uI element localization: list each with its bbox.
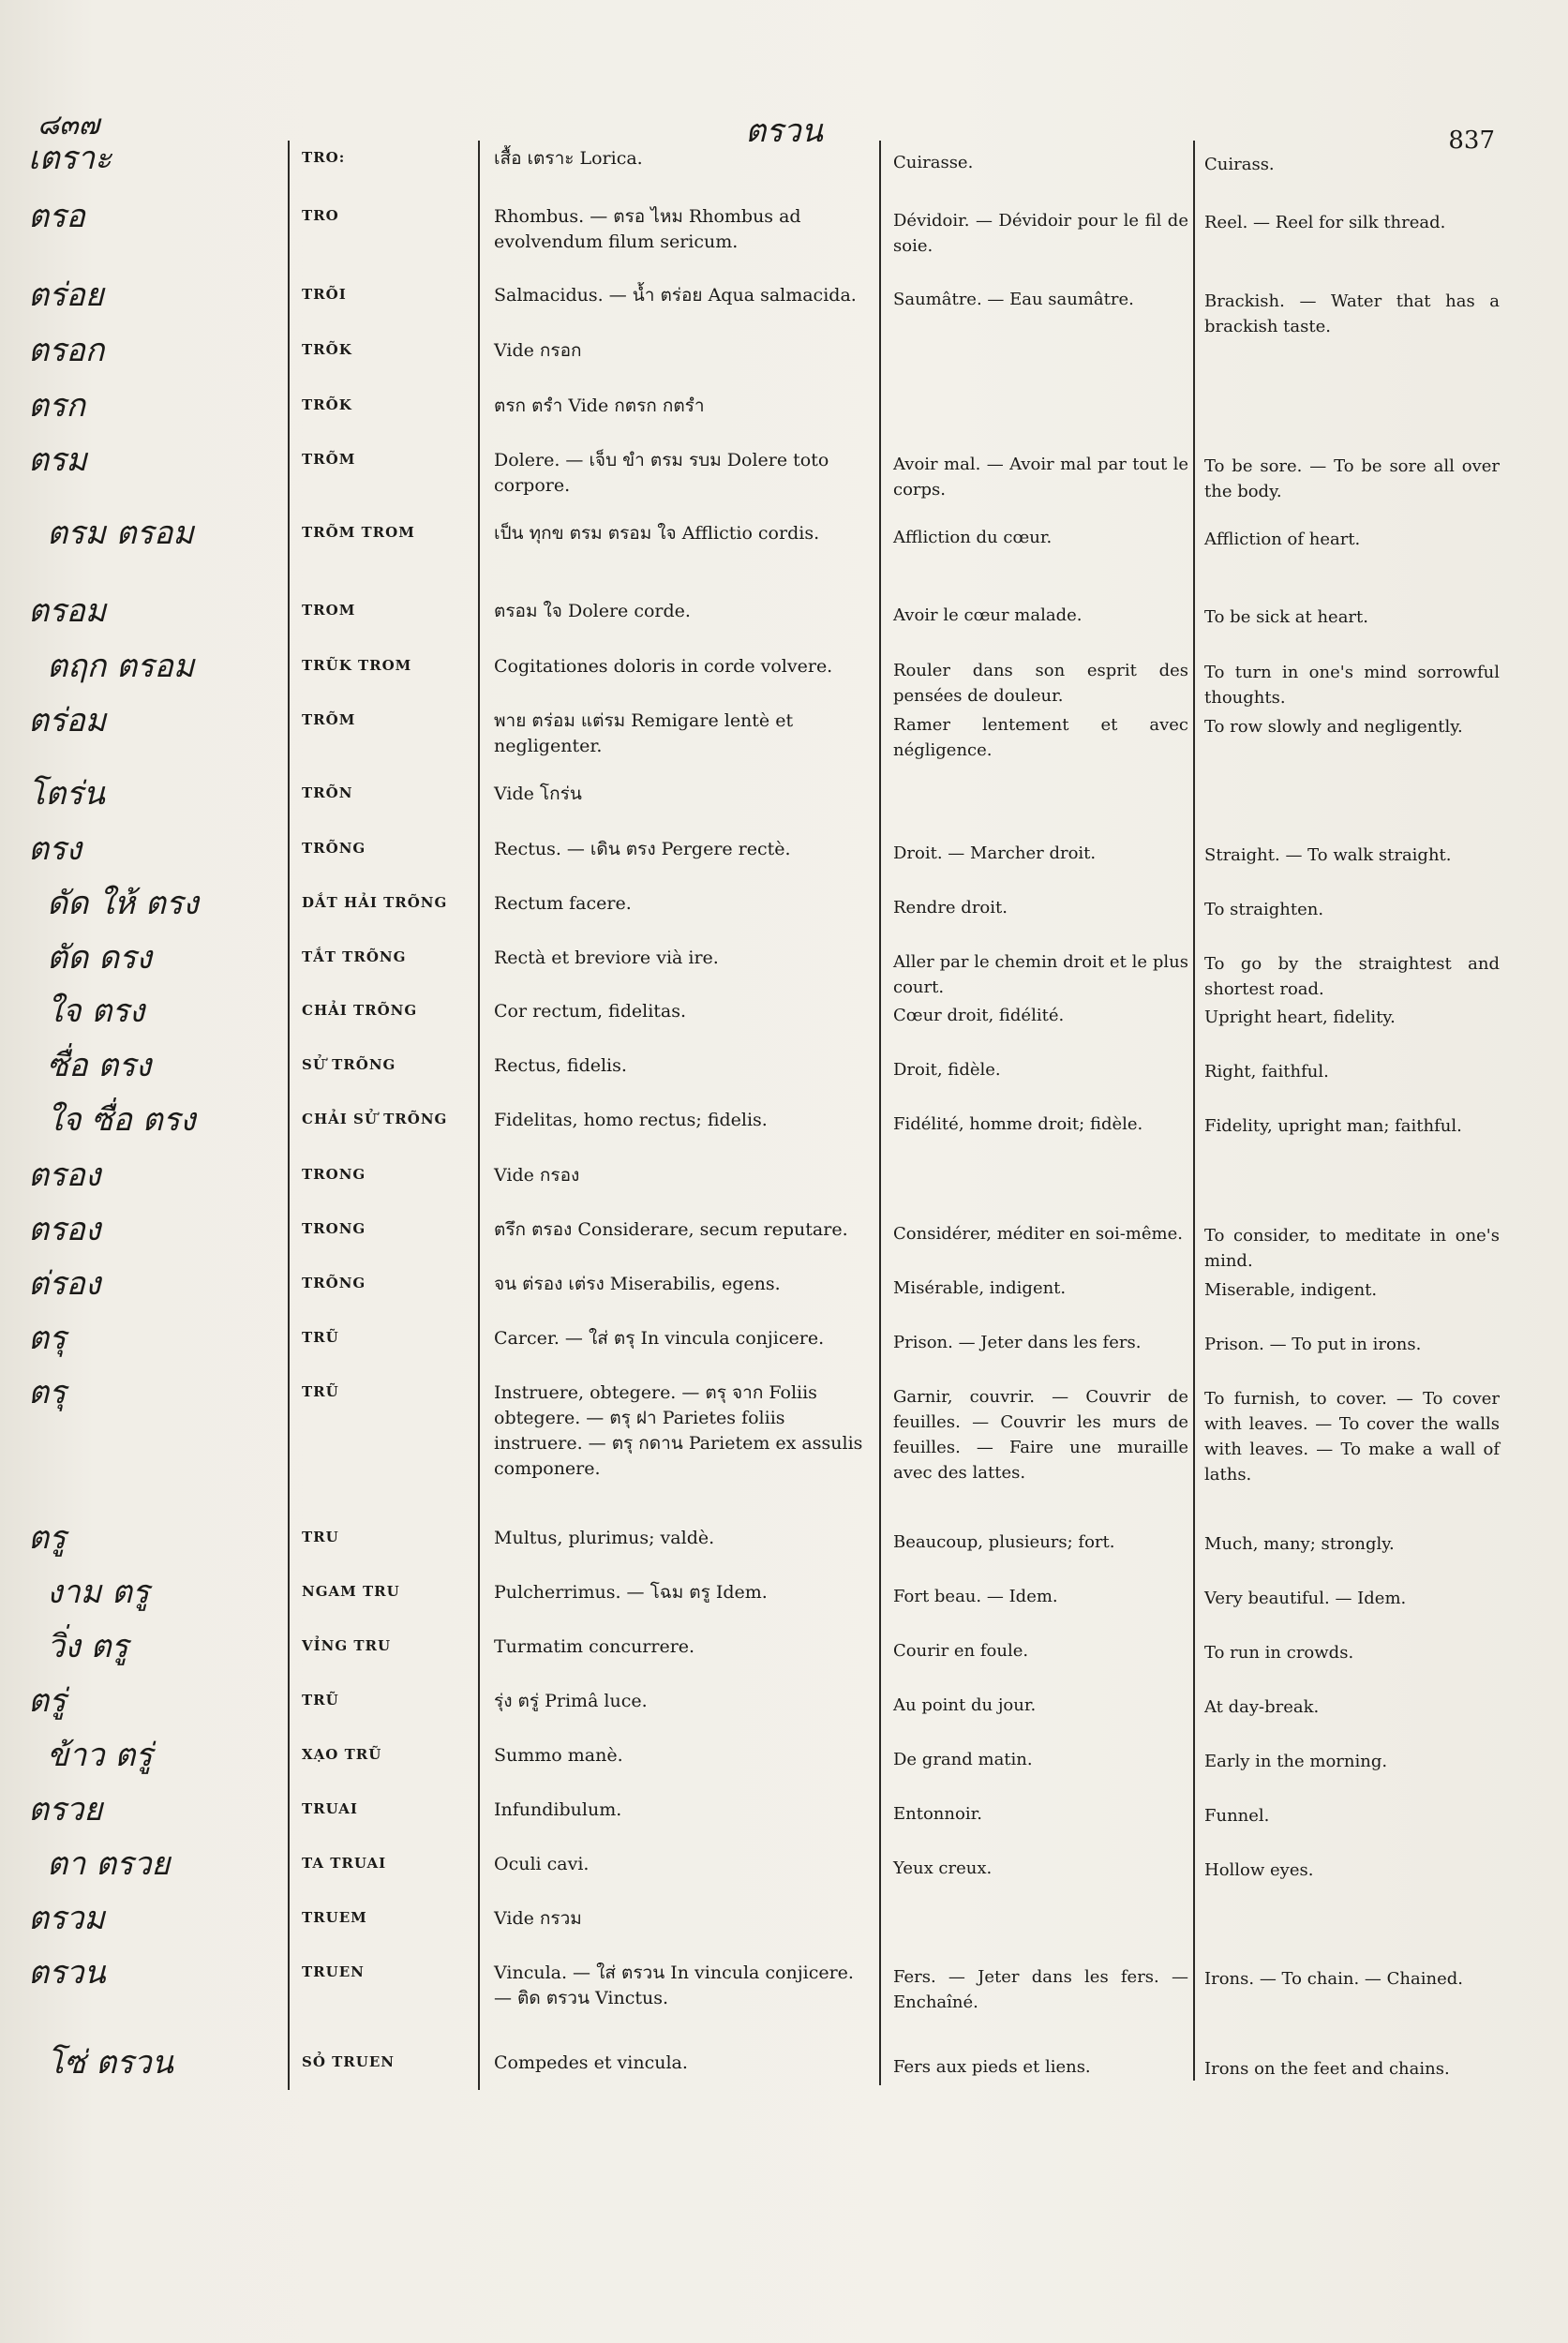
latin-definition: ตรก ตรำ Vide กตรก กตรำ (494, 395, 705, 416)
french-definition: Fidélité, homme droit; fidèle. (893, 1114, 1143, 1134)
romanization: XẠO TRŨ (302, 1746, 382, 1763)
latin-definition: Multus, plurimus; valdè. (494, 1528, 715, 1548)
romanization: TRŨK TROM (302, 657, 412, 674)
latin-definition: เสื้อ เตราะ Lorica. (494, 148, 643, 169)
romanization: VỈNG TRU (302, 1637, 392, 1654)
latin-definition: Vide กรวม (494, 1908, 582, 1929)
french-definition: Rouler dans son esprit des pensées de douleur. (893, 661, 1188, 706)
english-definition: Irons on the feet and chains. (1204, 2059, 1450, 2079)
thai-headword: ตา ตรวย (47, 1845, 171, 1883)
romanization: TRŨ (302, 1692, 339, 1709)
french-definition: Au point du jour. (893, 1695, 1037, 1715)
latin-definition: Infundibulum. (494, 1799, 622, 1820)
english-definition: Fidelity, upright man; faithful. (1204, 1116, 1462, 1136)
romanization: TRÕK (302, 341, 352, 358)
french-definition: Avoir mal. — Avoir mal par tout le corps. (893, 455, 1188, 500)
english-definition: Hollow eyes. (1204, 1860, 1314, 1880)
column-rule-3 (879, 141, 881, 2085)
thai-headword: ตรวน (28, 1954, 106, 1992)
latin-definition: เป็น ทุกข ตรม ตรอม ใจ Afflictio cordis. (494, 523, 820, 544)
thai-headword: เตราะ (28, 140, 112, 177)
english-definition: Affliction of heart. (1204, 530, 1361, 549)
thai-headword: ตรวย (28, 1791, 103, 1828)
thai-headword: ตรอ (28, 198, 85, 235)
column-rule-2 (478, 141, 480, 2090)
thai-headword: ตรุ (28, 1320, 67, 1357)
french-definition: Courir en foule. (893, 1641, 1029, 1661)
romanization: TRUEN (302, 1963, 365, 1980)
english-definition: Right, faithful. (1204, 1062, 1329, 1082)
latin-definition: Compedes et vincula. (494, 2052, 688, 2073)
english-definition: To be sick at heart. (1204, 607, 1368, 627)
thai-headword: ตรง (28, 830, 82, 868)
latin-definition: Summo manè. (494, 1745, 623, 1766)
english-definition: Very beautiful. — Idem. (1204, 1589, 1407, 1608)
latin-definition: Pulcherrimus. — โฉม ตรู Idem. (494, 1582, 768, 1603)
french-definition: Beaucoup, plusieurs; fort. (893, 1532, 1115, 1552)
romanization: TRO: (302, 149, 346, 166)
latin-definition: Carcer. — ใส่ ตรุ In vincula conjicere. (494, 1328, 825, 1349)
english-definition: Straight. — To walk straight. (1204, 845, 1452, 865)
french-definition: Fort beau. — Idem. (893, 1587, 1058, 1606)
english-definition: Much, many; strongly. (1204, 1534, 1395, 1554)
latin-definition: ตรึก ตรอง Considerare, secum reputare. (494, 1219, 848, 1240)
english-definition: To furnish, to cover. — To cover with leaves. — To cover the walls with leaves. — To make a wall of laths. (1204, 1389, 1500, 1485)
french-definition: Fers. — Jeter dans les fers. — Enchaîné. (893, 1967, 1188, 2012)
romanization: TA TRUAI (302, 1855, 387, 1872)
romanization: TRÕM (302, 451, 356, 468)
romanization: TRÕM (302, 711, 356, 728)
latin-definition: จน ต่รอง เต่รง Miserabilis, egens. (494, 1274, 781, 1294)
french-definition: Ramer lentement et avec négligence. (893, 715, 1188, 760)
thai-headword: ตรู (28, 1519, 67, 1557)
thai-headword: ต่รอง (28, 1265, 101, 1303)
latin-definition: ตรอม ใจ Dolere corde. (494, 601, 691, 621)
latin-definition: Rhombus. — ตรอ ไหม Rhombus ad evolvendum filum sericum. (494, 206, 801, 252)
latin-definition: Turmatim concurrere. (494, 1636, 695, 1657)
thai-headword: ตร่อม (28, 702, 107, 739)
thai-headword: ตรู่ (28, 1682, 67, 1720)
thai-headword: ข้าว ตรู่ (47, 1737, 153, 1774)
english-definition: Early in the morning. (1204, 1752, 1388, 1771)
romanization: CHẢI TRÕNG (302, 1002, 418, 1019)
french-definition: Affliction du cœur. (893, 528, 1053, 547)
latin-definition: Vide โกร่น (494, 783, 582, 804)
french-definition: Garnir, couvrir. — Couvrir de feuilles. — Couvrir les murs de feuilles. — Faire une muraille avec des lattes. (893, 1387, 1188, 1483)
romanization: TRÕK (302, 396, 352, 413)
french-definition: Cœur droit, fidélité. (893, 1006, 1065, 1025)
french-definition: Yeux creux. (893, 1858, 993, 1878)
thai-headword: ตัด ดรง (47, 939, 152, 977)
romanization: TRONG (302, 1220, 366, 1237)
english-definition: Brackish. — Water that has a brackish taste. (1204, 291, 1500, 336)
thai-headword: ดัด ให้ ตรง (47, 885, 199, 922)
french-definition: Misérable, indigent. (893, 1278, 1067, 1298)
latin-definition: Vide กรอง (494, 1165, 580, 1186)
romanization: TRÕNG (302, 1275, 366, 1291)
column-rule-4 (1193, 141, 1195, 2081)
thai-headword: ตรม ตรอม (47, 515, 194, 552)
latin-definition: Rectum facere. (494, 893, 632, 914)
thai-headword: ตรอก (28, 332, 105, 369)
thai-headword: ตรก (28, 387, 85, 425)
romanization: DẮT HẢI TRÕNG (302, 894, 448, 911)
romanization: TRÕI (302, 286, 347, 303)
thai-headword: ตรวม (28, 1900, 105, 1937)
french-definition: Cuirasse. (893, 153, 974, 172)
romanization: SỎ TRUEN (302, 2053, 395, 2070)
latin-definition: Salmacidus. — น้ำ ตร่อย Aqua salmacida. (494, 285, 857, 306)
latin-definition: Oculi cavi. (494, 1854, 590, 1874)
romanization: TRŨ (302, 1329, 339, 1346)
running-headword: ตรวน (745, 112, 823, 150)
latin-definition: พาย ตร่อม แต่รม Remigare lentè et negligenter. (494, 710, 794, 756)
latin-definition: Dolere. — เจ็บ ขำ ตรม รบม Dolere toto corpore. (494, 450, 829, 496)
french-definition: Droit. — Marcher droit. (893, 843, 1097, 863)
romanization: TRUAI (302, 1800, 358, 1817)
thai-headword: ซื่อ ตรง (47, 1047, 152, 1084)
french-definition: Avoir le cœur malade. (893, 605, 1083, 625)
page-number-thai: ๘๓๗ (37, 109, 100, 142)
english-definition: To turn in one's mind sorrowful thoughts. (1204, 663, 1500, 708)
french-definition: Saumâtre. — Eau saumâtre. (893, 290, 1134, 309)
english-definition: Miserable, indigent. (1204, 1280, 1378, 1300)
thai-headword: ตรอม (28, 592, 107, 630)
romanization: TRÕNG (302, 840, 366, 857)
thai-headword: ใจ ซื่อ ตรง (47, 1101, 196, 1139)
romanization: CHẢI SỬ TRÕNG (302, 1111, 448, 1127)
romanization: TRONG (302, 1166, 366, 1183)
english-definition: Irons. — To chain. — Chained. (1204, 1969, 1463, 1989)
french-definition: Rendre droit. (893, 898, 1008, 918)
romanization: TẮT TRÕNG (302, 948, 407, 965)
english-definition: To run in crowds. (1204, 1643, 1354, 1663)
latin-definition: Cogitationes doloris in corde volvere. (494, 656, 833, 677)
thai-headword: วิ่ง ตรู (47, 1628, 128, 1665)
page-number: 837 (1448, 127, 1495, 155)
french-definition: Considérer, méditer en soi-même. (893, 1224, 1183, 1244)
latin-definition: Vincula. — ใส่ ตรวน In vincula conjicere. — ติด ตรวน Vinctus. (494, 1962, 854, 2008)
romanization: TRÕN (302, 784, 353, 801)
latin-definition: Fidelitas, homo rectus; fidelis. (494, 1110, 768, 1130)
latin-definition: Instruere, obtegere. — ตรุ จาก Foliis obtegere. — ตรุ ฝา Parietes foliis instruere. — ตรุ กดาน Parietem ex assulis componere. (494, 1382, 863, 1479)
thai-headword: โตร่น (28, 775, 105, 813)
romanization: TROM (302, 602, 356, 619)
thai-headword: ตรุ (28, 1374, 67, 1411)
romanization: TRÕM TROM (302, 524, 415, 541)
thai-headword: ตรอง (28, 1211, 101, 1248)
english-definition: Upright heart, fidelity. (1204, 1007, 1396, 1027)
english-definition: At day-break. (1204, 1697, 1320, 1717)
latin-definition: Rectà et breviore vià ire. (494, 948, 719, 968)
english-definition: To row slowly and negligently. (1204, 717, 1463, 737)
romanization: TRŨ (302, 1383, 339, 1400)
french-definition: Aller par le chemin droit et le plus court. (893, 952, 1188, 997)
english-definition: Funnel. (1204, 1806, 1270, 1826)
thai-headword: ตฤก ตรอม (47, 648, 195, 685)
romanization: SỬ TRÕNG (302, 1056, 396, 1073)
romanization: TRUEM (302, 1909, 367, 1926)
english-definition: Prison. — To put in irons. (1204, 1335, 1422, 1354)
english-definition: To go by the straightest and shortest road. (1204, 954, 1500, 999)
french-definition: Fers aux pieds et liens. (893, 2057, 1091, 2077)
latin-definition: Cor rectum, fidelitas. (494, 1001, 687, 1022)
english-definition: Cuirass. (1204, 155, 1275, 174)
french-definition: Dévidoir. — Dévidoir pour le fil de soie. (893, 211, 1188, 256)
romanization: NGAM TRU (302, 1583, 400, 1600)
thai-headword: ตรม (28, 441, 87, 479)
latin-definition: Rectus, fidelis. (494, 1055, 627, 1076)
romanization: TRO (302, 207, 339, 224)
english-definition: Reel. — Reel for silk thread. (1204, 213, 1446, 232)
english-definition: To be sore. — To be sore all over the body. (1204, 456, 1500, 501)
latin-definition: รุ่ง ตรู่ Primâ luce. (494, 1691, 648, 1711)
french-definition: Entonnoir. (893, 1804, 982, 1824)
latin-definition: Vide กรอก (494, 340, 582, 361)
column-rule-1 (288, 141, 290, 2090)
thai-headword: ใจ ตรง (47, 992, 145, 1030)
latin-definition: Rectus. — เดิน ตรง Pergere rectè. (494, 839, 791, 859)
french-definition: Prison. — Jeter dans les fers. (893, 1333, 1142, 1352)
thai-headword: โซ่ ตรวน (47, 2044, 173, 2082)
french-definition: Droit, fidèle. (893, 1060, 1001, 1080)
english-definition: To straighten. (1204, 900, 1324, 919)
thai-headword: งาม ตรู (47, 1574, 150, 1611)
romanization: TRU (302, 1529, 339, 1545)
french-definition: De grand matin. (893, 1750, 1033, 1769)
english-definition: To consider, to meditate in one's mind. (1204, 1226, 1500, 1271)
thai-headword: ตรอง (28, 1157, 101, 1194)
thai-headword: ตร่อย (28, 276, 104, 314)
